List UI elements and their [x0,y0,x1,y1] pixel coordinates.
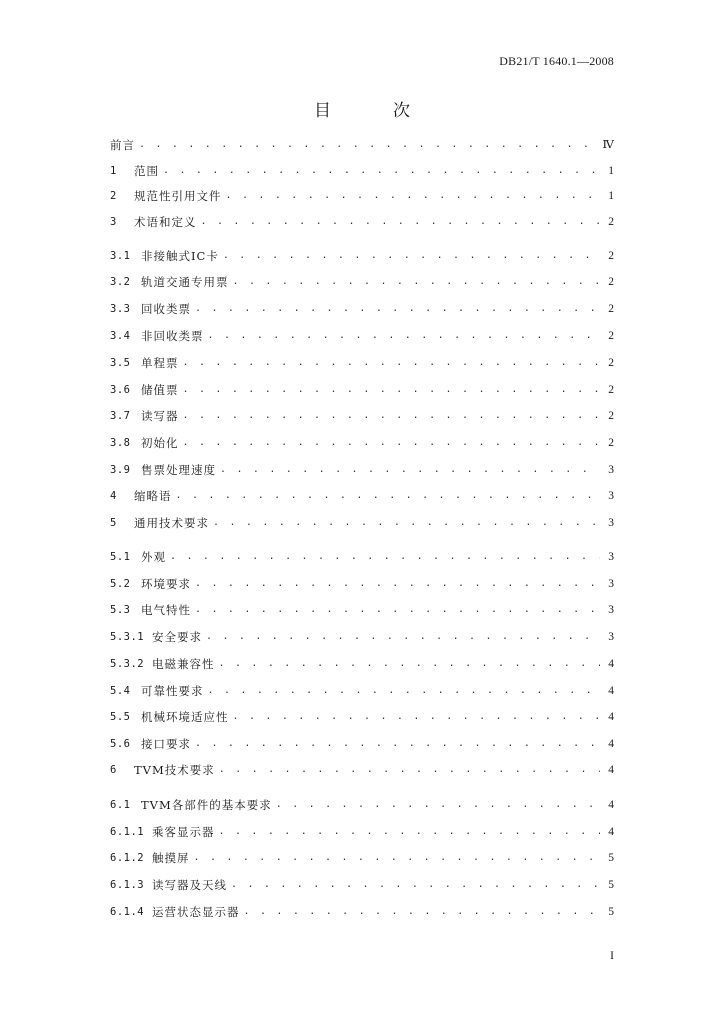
toc-leader-dots [208,328,601,344]
toc-leader-dots [233,274,601,290]
toc-entry-number: 6.1.2 [110,852,145,864]
toc-entry-number: 3.1 [110,250,131,262]
toc-entry-title: 接口要求 [141,737,191,751]
toc-entry-title: 非接触式IC卡 [141,249,219,263]
toc-entry[interactable] [110,462,614,478]
toc-entry-page: 3 [608,517,614,529]
toc-leader-dots [195,301,600,317]
toc-entry-title: 电磁兼容性 [152,657,215,671]
page-title: 目次 [314,101,472,121]
toc-entry-page: 3 [608,490,614,502]
toc-entry[interactable] [110,248,614,264]
toc-entry-page: 3 [608,604,614,616]
toc-entry-title: 储值票 [141,383,179,397]
toc-leader-dots [219,762,600,778]
toc-entry-title: 规范性引用文件 [134,189,222,203]
toc-entry-number: 6.1.1 [110,826,145,838]
toc-entry-number: 5.3.2 [110,658,145,670]
toc-entry-page: 3 [608,464,614,476]
toc-entry-number: 6.1 [110,799,131,811]
toc-entry-number: 3.8 [110,437,131,449]
toc-entry[interactable] [110,576,614,592]
toc-entry-page: 2 [608,330,614,342]
toc-leader-dots [183,408,601,424]
toc-entry-title: 通用技术要求 [134,516,209,530]
toc-entry-page: 1 [608,165,614,177]
toc-leader-dots [183,435,601,451]
toc-entry[interactable] [110,762,614,778]
toc-leader-dots [219,824,601,840]
toc-entry[interactable] [110,488,614,504]
toc-entry-page: 3 [608,578,614,590]
toc-leader-dots [183,382,601,398]
toc-entry-page: 2 [608,216,614,228]
toc-leader-dots [223,248,600,264]
toc-leader-dots [195,736,600,752]
toc-entry[interactable] [110,709,614,725]
toc-entry-number: 6.1.4 [110,906,145,918]
toc-leader-dots [226,188,601,204]
toc-entry-number: 5.5 [110,711,131,723]
toc-entry[interactable] [110,656,614,672]
toc-entry-title: 初始化 [141,436,179,450]
toc-entry-title: 可靠性要求 [141,684,204,698]
toc-entry-number: 3.9 [110,464,131,476]
toc-leader-dots [276,797,600,813]
toc-entry[interactable] [110,797,614,813]
toc-entry-number: 3.4 [110,330,131,342]
toc-entry[interactable] [110,602,614,618]
toc-entry[interactable] [110,877,614,893]
toc-entry-number: 2 [110,190,117,202]
toc-entry-page: 5 [608,906,614,918]
toc-entry-title: 售票处理速度 [141,463,216,477]
toc-entry-page: 2 [608,303,614,315]
toc-leader-dots [139,137,599,153]
toc-entry-number: 5.3.1 [110,631,145,643]
toc-entry-page: Ⅳ [602,139,614,151]
toc-entry-title: 非回收类票 [141,329,204,343]
toc-entry[interactable] [110,850,614,866]
document-id: DB21/T 1640.1—2008 [499,54,614,68]
toc-entry-title: TVM各部件的基本要求 [141,798,272,812]
toc-entry-page: 2 [608,437,614,449]
toc-entry-number: 5.4 [110,685,131,697]
toc-leader-dots [213,515,600,531]
toc-entry-title: 回收类票 [141,302,191,316]
toc-entry-page: 5 [608,852,614,864]
toc-entry-number: 5.6 [110,738,131,750]
toc-entry-page: 4 [608,711,614,723]
toc-entry-title: 前言 [110,138,135,152]
toc-entry-title: 安全要求 [152,630,202,644]
toc-leader-dots [201,214,601,230]
toc-leader-dots [231,877,600,893]
toc-entry-page: 2 [608,250,614,262]
toc-entry[interactable] [110,355,614,371]
toc-entry-number: 3.3 [110,303,131,315]
toc-entry-title: 缩略语 [134,489,172,503]
toc-entry-page: 4 [608,738,614,750]
toc-entry-number: 5.3 [110,604,131,616]
toc-entry-title: 读写器 [141,409,179,423]
toc-leader-dots [220,462,600,478]
toc-entry-page: 4 [608,658,614,670]
toc-entry[interactable] [110,382,614,398]
toc-entry-title: 环境要求 [141,577,191,591]
toc-entry[interactable] [110,629,614,645]
toc-leader-dots [170,549,600,565]
toc-entry-page: 4 [608,826,614,838]
toc-entry-page: 5 [608,879,614,891]
toc-entry[interactable] [110,301,614,317]
toc-entry-title: 范围 [134,164,159,178]
toc-leader-dots [176,488,601,504]
toc-entry[interactable] [110,683,614,699]
toc-leader-dots [206,629,600,645]
toc-entry-number: 1 [110,165,117,177]
toc-entry-title: 电气特性 [141,603,191,617]
toc-entry-page: 2 [608,410,614,422]
toc-entry-title: 外观 [141,550,166,564]
toc-entry-number: 3.5 [110,357,131,369]
toc-entry[interactable] [110,515,614,531]
toc-entry-number: 5.2 [110,578,131,590]
toc-entry-title: 运营状态显示器 [152,905,240,919]
toc-entry[interactable] [110,904,614,920]
page-number: I [610,950,614,962]
toc-entry-number: 4 [110,490,117,502]
toc-entry-title: 单程票 [141,356,179,370]
toc-entry-title: 乘客显示器 [152,825,215,839]
toc-entry-number: 3 [110,216,117,228]
toc-entry[interactable] [110,274,614,290]
toc-entry[interactable] [110,188,614,204]
toc-leader-dots [195,576,600,592]
toc-leader-dots [208,683,601,699]
toc-entry-page: 2 [608,276,614,288]
toc-entry-page: 1 [608,190,614,202]
toc-leader-dots [233,709,601,725]
toc-entry[interactable] [110,824,614,840]
toc-entry[interactable] [110,328,614,344]
toc-leader-dots [194,850,601,866]
toc-entry[interactable] [110,163,614,179]
toc-entry-page: 3 [608,631,614,643]
toc-entry-title: TVM技术要求 [134,763,215,777]
toc-entry-number: 5.1 [110,551,131,563]
toc-entry-page: 2 [608,384,614,396]
toc-entry-number: 6 [110,764,117,776]
toc-leader-dots [219,656,601,672]
toc-entry-page: 2 [608,357,614,369]
toc-entry[interactable] [110,214,614,230]
toc-leader-dots [195,602,600,618]
toc-entry-title: 术语和定义 [134,215,197,229]
toc-entry-number: 3.7 [110,410,131,422]
toc-leader-dots [244,904,601,920]
toc-entry[interactable] [110,549,614,565]
toc-leader-dots [183,355,601,371]
toc-entry-page: 4 [608,799,614,811]
toc-entry[interactable] [110,137,614,153]
toc-entry-title: 触摸屏 [152,851,190,865]
toc-entry-number: 6.1.3 [110,879,145,891]
toc-entry-number: 3.2 [110,276,131,288]
toc-entry[interactable] [110,435,614,451]
toc-entry[interactable] [110,408,614,424]
toc-entry-title: 读写器及天线 [152,878,227,892]
toc-entry[interactable] [110,736,614,752]
toc-entry-title: 轨道交通专用票 [141,275,229,289]
toc-entry-page: 4 [608,764,614,776]
toc-leader-dots [163,163,600,179]
toc-entry-page: 3 [608,551,614,563]
toc-entry-number: 3.6 [110,384,131,396]
toc-entry-number: 5 [110,517,117,529]
toc-entry-page: 4 [608,685,614,697]
toc-entry-title: 机械环境适应性 [141,710,229,724]
